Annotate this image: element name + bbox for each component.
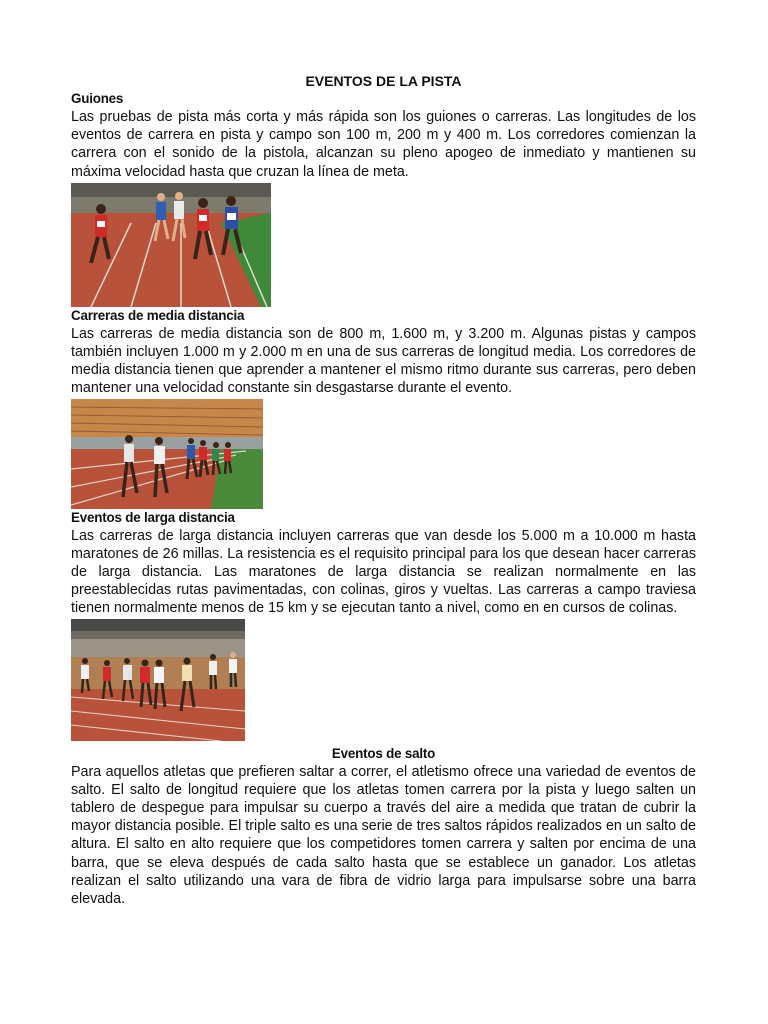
section-heading-salto: Eventos de salto xyxy=(331,745,436,761)
section-heading-guiones: Guiones xyxy=(71,91,124,106)
section-text-larga-distancia: Las carreras de larga distancia incluyen carreras que van desde los 5.000 m a 10.000 m hasta maratones de 26 millas. La resistencia es el requisito principal para los que desean hacer carreras de larga distancia. Las maratones de larga distancia se realizan normalmente en las preestablecidas rutas pavimentadas, con colinas, giros y vueltas. Las carreras a campo traviesa tienen normalmente menos de 15 km y se ejecutan tanto a nivel, como en en cursos de colinas. xyxy=(71,527,696,617)
section-text-media-distancia: Las carreras de media distancia son de 800 m, 1.600 m, y 3.200 m. Algunas pistas y campos también incluyen 1.000 m y 2.000 m en una de sus carreras de longitud media. Los corredores de media distancia tienen que aprender a mantener el mismo ritmo durante sus carreras, pero deben mantener una velocidad constante sin desgastarse durante el evento. xyxy=(71,325,696,397)
document-body xyxy=(71,72,696,908)
long-distance-photo xyxy=(71,619,245,741)
section-heading-larga-distancia: Eventos de larga distancia xyxy=(71,509,235,525)
sprinters-photo xyxy=(71,183,271,307)
section-heading-media-distancia: Carreras de media distancia xyxy=(71,307,245,323)
section-text-salto: Para aquellos atletas que prefieren saltar a correr, el atletismo ofrece una variedad de eventos de salto. El salto de longitud requiere que los atletas tomen carrera por la pista y luego salten un tablero de despegue para impulsar su cuerpo a través del aire a medida que tratan de cubrir la mayor distancia posible. El triple salto es una serie de tres saltos rápidos realizados en un salto de altura. El salto en alto requiere que los competidores tomen carrera y salten por encima de una barra, que se eleva después de cada salto hasta que se establece un ganador. Los atletas realizan el salto utilizando una vara de fibra de vidrio larga para impulsarse sobre una barra elevada. xyxy=(71,763,696,908)
document-title: EVENTOS DE LA PISTA xyxy=(305,73,462,89)
section-text-guiones: Las pruebas de pista más corta y más rápida son los guiones o carreras. Las longitudes de los eventos de carrera en pista y campo son 100 m, 200 m y 400 m. Los corredores comienzan la carrera con el sonido de la pistola, alcanzan su pleno apogeo de inmediato y mantienen su máxima velocidad hasta que cruzan la línea de meta. xyxy=(71,109,696,180)
middle-distance-photo xyxy=(71,399,263,509)
